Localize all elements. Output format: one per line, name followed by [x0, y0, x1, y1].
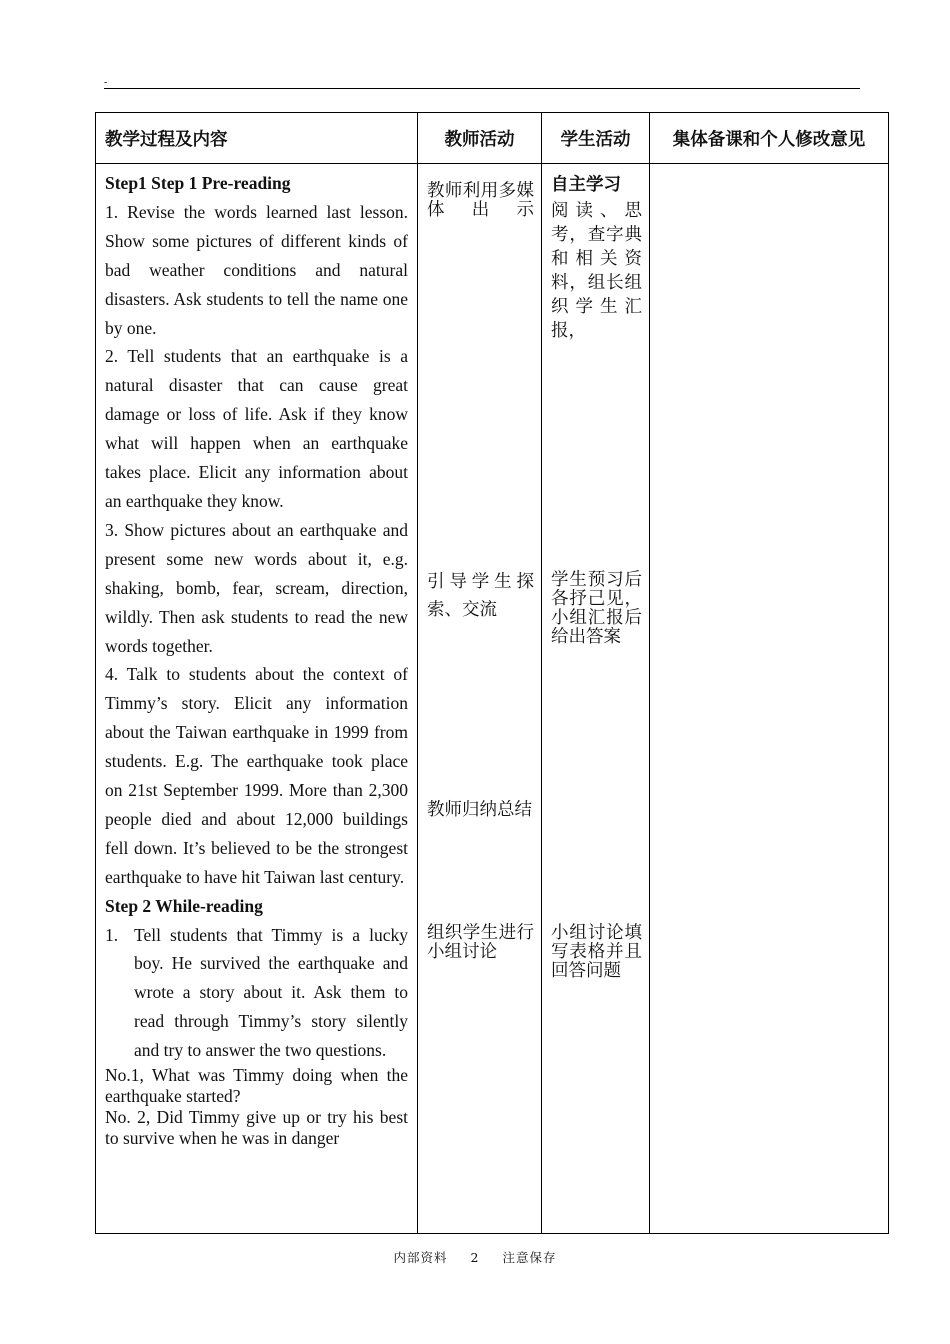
student-activity-1: 阅读、思考，查字典和相关资料，组长组织学生汇报，	[551, 201, 642, 341]
footer-left: 内部资料	[393, 1250, 448, 1265]
header-mark: -	[104, 77, 108, 88]
page-footer	[0, 1248, 950, 1266]
student-activity-2: 学生预习后各抒己见，小组汇报后给出答案	[551, 570, 642, 647]
step1-item3: 3. Show pictures about an earthquake and present some new words about it, e.g. shaking, bomb, fear, scream, direction, wildly. Then ask students to read the new words together.	[105, 519, 408, 656]
self-study-title: 自主学习	[551, 175, 621, 195]
teacher-activity-4: 组织学生进行小组讨论	[427, 923, 534, 962]
page-number: 2	[470, 1250, 480, 1265]
table-body-row	[96, 164, 889, 1234]
question-1: No.1, What was Timmy doing when the earthquake started?	[105, 1065, 408, 1107]
step2-item1	[105, 921, 408, 1066]
table-header-row	[96, 113, 889, 164]
student-activity-3: 小组讨论填写表格并且回答问题	[551, 923, 642, 981]
header-rule	[104, 88, 860, 89]
step2-list	[105, 921, 408, 1066]
header-process: 教学过程及内容	[96, 113, 418, 164]
footer-right: 注意保存	[502, 1250, 557, 1265]
step2-item-text: Tell students that Timmy is a lucky boy. He survived the earthquake and wrote a story about it. Ask them to read through Timmy’s story silently and try to answer the two questions.	[134, 924, 408, 1061]
header-notes: 集体备课和个人修改意见	[650, 113, 889, 164]
teacher-activity-3: 教师归纳总结	[427, 800, 532, 820]
step1-item4: 4. Talk to students about the context of Timmy’s story. Elicit any information about the Taiwan earthquake in 1999 from students. E.g. The earthquake took place on 21st September 1999. More than 2,300 people died and about 12,000 buildings fell down. It’s believed to be the strongest earthquake to have hit Taiwan last century.	[105, 664, 408, 887]
step1-item1: 1. Revise the words learned last lesson. Show some pictures of different kinds of bad weather conditions and natural disasters. Ask students to tell the name one by one.	[105, 201, 408, 338]
header-teacher: 教师活动	[418, 113, 542, 164]
header-student: 学生活动	[542, 113, 650, 164]
step1-title: Step1 Step 1 Pre-reading	[105, 173, 291, 193]
lesson-plan-table	[95, 112, 889, 1234]
process-cell	[96, 164, 418, 1234]
teacher-activity-cell	[418, 164, 542, 1234]
step1-item2: 2. Tell students that an earthquake is a natural disaster that can cause great damage or loss of life. Ask if they know what will happen when an earthquake takes place. Elicit any information about an earthquake they know.	[105, 346, 408, 511]
question-2: No. 2, Did Timmy give up or try his best to survive when he was in danger	[105, 1107, 408, 1149]
teacher-activity-1: 教师利用多媒体出示	[427, 181, 534, 220]
step2-title: Step 2 While-reading	[105, 895, 263, 916]
step2-item-number: 1.	[105, 924, 119, 945]
notes-cell	[650, 164, 889, 1234]
teacher-activity-2: 引导学生探索、交流	[427, 572, 534, 620]
student-activity-cell	[542, 164, 650, 1234]
